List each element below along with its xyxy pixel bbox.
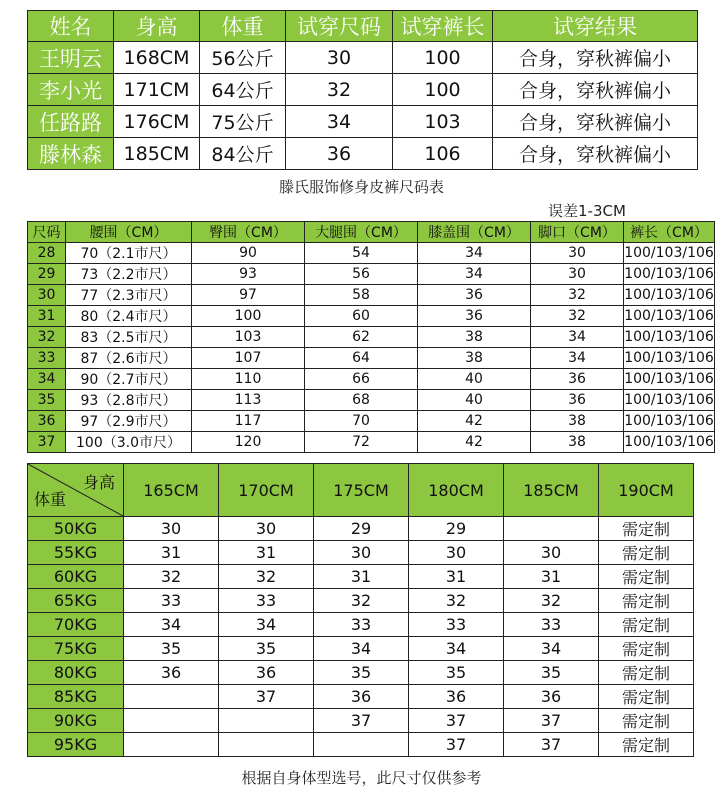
fit-test-row-label: 李小光 xyxy=(28,74,114,106)
fit-test-row xyxy=(28,42,698,74)
table-cell: 36 xyxy=(314,685,409,709)
table-cell: 31 xyxy=(124,541,219,565)
table-cell: 33 xyxy=(314,613,409,637)
weight-row xyxy=(28,589,694,613)
corner-cell xyxy=(28,464,124,517)
header-weight: 体重 xyxy=(200,11,286,42)
table-cell: 38 xyxy=(531,411,624,432)
table-cell: 113 xyxy=(192,390,305,411)
table-cell: 36 xyxy=(418,285,531,306)
weight-row-label: 85KG xyxy=(28,685,124,709)
table-cell: 31 xyxy=(314,565,409,589)
table-cell: 31 xyxy=(409,565,504,589)
size-chart-table xyxy=(27,221,715,453)
table-cell: 68 xyxy=(305,390,418,411)
table-cell: 32 xyxy=(124,565,219,589)
table-cell: 66 xyxy=(305,369,418,390)
table-cell: 37 xyxy=(409,733,504,757)
table-cell: 100/103/106 xyxy=(624,243,715,264)
table-cell: 36 xyxy=(418,306,531,327)
table-cell: 32 xyxy=(531,306,624,327)
table-cell: 32 xyxy=(286,74,393,106)
table-cell: 60 xyxy=(305,306,418,327)
weight-row xyxy=(28,613,694,637)
table-cell: 83（2.5市尺） xyxy=(66,327,192,348)
table-cell xyxy=(124,709,219,733)
corner-height-label: 身高 xyxy=(82,473,115,492)
header-trial-length: 试穿裤长 xyxy=(393,11,493,42)
table-cell: 37 xyxy=(504,709,599,733)
table-cell xyxy=(219,709,314,733)
size-row xyxy=(28,369,715,390)
table-cell: 38 xyxy=(418,327,531,348)
weight-row xyxy=(28,637,694,661)
table-cell: 合身，穿秋裤偏小 xyxy=(493,74,698,106)
table-cell: 171CM xyxy=(114,74,200,106)
table-cell xyxy=(219,733,314,757)
fit-test-row xyxy=(28,74,698,106)
table-cell: 185CM xyxy=(114,138,200,170)
table-cell: 34 xyxy=(409,637,504,661)
table-cell: 36 xyxy=(286,138,393,170)
table-cell: 32 xyxy=(531,285,624,306)
table-cell: 34 xyxy=(314,637,409,661)
header-name: 姓名 xyxy=(28,11,114,42)
table-cell: 35 xyxy=(504,661,599,685)
table-cell: 56公斤 xyxy=(200,42,286,74)
table-cell: 72 xyxy=(305,432,418,453)
fit-test-header-row xyxy=(28,11,698,42)
size-row xyxy=(28,306,715,327)
weight-row-label: 50KG xyxy=(28,517,124,541)
table-cell: 33 xyxy=(124,589,219,613)
table-cell: 103 xyxy=(393,106,493,138)
table-cell: 需定制 xyxy=(599,541,694,565)
table-cell: 36 xyxy=(124,661,219,685)
size-row-label: 33 xyxy=(28,348,66,369)
table-cell: 90（2.7市尺） xyxy=(66,369,192,390)
header-height: 身高 xyxy=(114,11,200,42)
table-cell: 33 xyxy=(504,613,599,637)
table-cell: 120 xyxy=(192,432,305,453)
table-cell: 29 xyxy=(409,517,504,541)
weight-row xyxy=(28,565,694,589)
table-cell: 合身，穿秋裤偏小 xyxy=(493,42,698,74)
table-cell: 需定制 xyxy=(599,685,694,709)
weight-row-label: 75KG xyxy=(28,637,124,661)
table-cell: 需定制 xyxy=(599,589,694,613)
header-waist: 腰围（CM） xyxy=(66,222,192,243)
table-cell: 30 xyxy=(286,42,393,74)
weight-row xyxy=(28,709,694,733)
weight-row-label: 60KG xyxy=(28,565,124,589)
table-cell: 33 xyxy=(219,589,314,613)
table-cell: 需定制 xyxy=(599,661,694,685)
table-cell: 35 xyxy=(219,637,314,661)
weight-row-label: 95KG xyxy=(28,733,124,757)
table-cell: 93 xyxy=(192,264,305,285)
table-cell: 36 xyxy=(409,685,504,709)
size-recommendation-table xyxy=(27,463,694,757)
table-cell: 30 xyxy=(124,517,219,541)
table-cell: 103 xyxy=(192,327,305,348)
header-knee: 膝盖围（CM） xyxy=(418,222,531,243)
table-cell xyxy=(124,733,219,757)
table-cell: 32 xyxy=(504,589,599,613)
table-cell: 36 xyxy=(531,369,624,390)
table-cell: 30 xyxy=(314,541,409,565)
size-row-label: 34 xyxy=(28,369,66,390)
table-cell: 29 xyxy=(314,517,409,541)
table-cell: 37 xyxy=(504,733,599,757)
size-row-label: 35 xyxy=(28,390,66,411)
table-cell: 80（2.4市尺） xyxy=(66,306,192,327)
table-cell: 34 xyxy=(504,637,599,661)
recommendation-header-row xyxy=(28,464,694,517)
size-row xyxy=(28,243,715,264)
footnote: 根据自身体型选号，此尺寸仅供参考 xyxy=(241,769,482,787)
weight-row-label: 90KG xyxy=(28,709,124,733)
table-cell: 34 xyxy=(418,243,531,264)
size-chart-header-row xyxy=(28,222,715,243)
size-row-label: 36 xyxy=(28,411,66,432)
table-cell: 33 xyxy=(409,613,504,637)
table-cell: 100/103/106 xyxy=(624,327,715,348)
table-cell: 需定制 xyxy=(599,613,694,637)
table-cell: 62 xyxy=(305,327,418,348)
weight-row xyxy=(28,733,694,757)
table-cell: 38 xyxy=(418,348,531,369)
fit-test-table xyxy=(27,10,698,170)
size-row-label: 29 xyxy=(28,264,66,285)
table-cell: 100（3.0市尺） xyxy=(66,432,192,453)
size-row-label: 32 xyxy=(28,327,66,348)
table-cell: 36 xyxy=(531,390,624,411)
table-cell: 40 xyxy=(418,369,531,390)
header-size: 尺码 xyxy=(28,222,66,243)
fit-test-row-label: 任路路 xyxy=(28,106,114,138)
table-cell: 36 xyxy=(504,685,599,709)
table-cell: 93（2.8市尺） xyxy=(66,390,192,411)
table-cell: 87（2.6市尺） xyxy=(66,348,192,369)
size-row xyxy=(28,411,715,432)
table-cell: 107 xyxy=(192,348,305,369)
table-cell: 97（2.9市尺） xyxy=(66,411,192,432)
table-cell: 37 xyxy=(219,685,314,709)
table-cell: 100/103/106 xyxy=(624,390,715,411)
weight-row-label: 80KG xyxy=(28,661,124,685)
table-cell: 54 xyxy=(305,243,418,264)
table-cell: 56 xyxy=(305,264,418,285)
weight-row-label: 65KG xyxy=(28,589,124,613)
header-length: 裤长（CM） xyxy=(624,222,715,243)
table-cell: 30 xyxy=(531,264,624,285)
fit-test-row xyxy=(28,138,698,170)
table-cell: 100/103/106 xyxy=(624,285,715,306)
table-cell: 100 xyxy=(192,306,305,327)
table-cell: 30 xyxy=(504,541,599,565)
table-cell: 32 xyxy=(314,589,409,613)
weight-row xyxy=(28,661,694,685)
table-cell: 38 xyxy=(531,432,624,453)
table-cell xyxy=(124,685,219,709)
table-cell: 106 xyxy=(393,138,493,170)
size-row-label: 30 xyxy=(28,285,66,306)
table-cell: 34 xyxy=(531,348,624,369)
table-cell: 100 xyxy=(393,42,493,74)
size-row-label: 37 xyxy=(28,432,66,453)
size-row-label: 28 xyxy=(28,243,66,264)
header-thigh: 大腿围（CM） xyxy=(305,222,418,243)
table-cell: 77（2.3市尺） xyxy=(66,285,192,306)
height-col-165: 165CM xyxy=(124,464,219,517)
table-cell: 40 xyxy=(418,390,531,411)
error-note: 误差1-3CM xyxy=(548,202,626,220)
header-trial-size: 试穿尺码 xyxy=(286,11,393,42)
table-cell: 42 xyxy=(418,432,531,453)
table-cell: 100/103/106 xyxy=(624,411,715,432)
table-cell: 30 xyxy=(531,243,624,264)
size-row xyxy=(28,264,715,285)
size-row-label: 31 xyxy=(28,306,66,327)
table-cell: 100/103/106 xyxy=(624,432,715,453)
table-cell: 90 xyxy=(192,243,305,264)
table-cell: 73（2.2市尺） xyxy=(66,264,192,285)
weight-row xyxy=(28,685,694,709)
table-cell: 34 xyxy=(124,613,219,637)
height-col-185: 185CM xyxy=(504,464,599,517)
table-cell: 70 xyxy=(305,411,418,432)
table-cell: 30 xyxy=(219,517,314,541)
table-cell: 34 xyxy=(286,106,393,138)
table-cell: 31 xyxy=(219,541,314,565)
weight-row-label: 70KG xyxy=(28,613,124,637)
table-cell: 64公斤 xyxy=(200,74,286,106)
table-cell: 100/103/106 xyxy=(624,264,715,285)
table-cell: 70（2.1市尺） xyxy=(66,243,192,264)
table-cell: 31 xyxy=(504,565,599,589)
weight-row xyxy=(28,541,694,565)
corner-weight-label: 体重 xyxy=(34,490,67,509)
size-row xyxy=(28,327,715,348)
table-cell: 35 xyxy=(409,661,504,685)
table-cell: 36 xyxy=(219,661,314,685)
table-cell xyxy=(314,733,409,757)
weight-row-label: 55KG xyxy=(28,541,124,565)
table-cell: 需定制 xyxy=(599,517,694,541)
table-cell: 100/103/106 xyxy=(624,306,715,327)
table-cell: 35 xyxy=(314,661,409,685)
header-trial-result: 试穿结果 xyxy=(493,11,698,42)
height-col-190: 190CM xyxy=(599,464,694,517)
table-cell: 97 xyxy=(192,285,305,306)
fit-test-row-label: 滕林森 xyxy=(28,138,114,170)
table-cell: 64 xyxy=(305,348,418,369)
table-cell: 37 xyxy=(314,709,409,733)
table-cell: 84公斤 xyxy=(200,138,286,170)
table-cell: 需定制 xyxy=(599,637,694,661)
table-cell xyxy=(504,517,599,541)
table-cell: 32 xyxy=(409,589,504,613)
table-cell: 34 xyxy=(418,264,531,285)
table-cell: 42 xyxy=(418,411,531,432)
table-cell: 合身，穿秋裤偏小 xyxy=(493,138,698,170)
table-cell: 75公斤 xyxy=(200,106,286,138)
table-cell: 176CM xyxy=(114,106,200,138)
table-cell: 需定制 xyxy=(599,733,694,757)
table-cell: 37 xyxy=(409,709,504,733)
table-cell: 合身，穿秋裤偏小 xyxy=(493,106,698,138)
size-row xyxy=(28,390,715,411)
table-cell: 100/103/106 xyxy=(624,369,715,390)
table-cell: 34 xyxy=(219,613,314,637)
size-chart-title: 滕氏服饰修身皮裤尺码表 xyxy=(278,178,444,196)
table-cell: 100 xyxy=(393,74,493,106)
table-cell: 117 xyxy=(192,411,305,432)
height-col-175: 175CM xyxy=(314,464,409,517)
table-cell: 35 xyxy=(124,637,219,661)
table-cell: 30 xyxy=(409,541,504,565)
table-cell: 168CM xyxy=(114,42,200,74)
table-cell: 32 xyxy=(219,565,314,589)
height-col-180: 180CM xyxy=(409,464,504,517)
weight-row xyxy=(28,517,694,541)
fit-test-row xyxy=(28,106,698,138)
size-row xyxy=(28,285,715,306)
table-cell: 34 xyxy=(531,327,624,348)
table-cell: 需定制 xyxy=(599,709,694,733)
size-row xyxy=(28,432,715,453)
size-row xyxy=(28,348,715,369)
table-cell: 100/103/106 xyxy=(624,348,715,369)
table-cell: 需定制 xyxy=(599,565,694,589)
height-col-170: 170CM xyxy=(219,464,314,517)
table-cell: 110 xyxy=(192,369,305,390)
table-cell: 58 xyxy=(305,285,418,306)
header-hem: 脚口（CM） xyxy=(531,222,624,243)
fit-test-row-label: 王明云 xyxy=(28,42,114,74)
header-hip: 臀围（CM） xyxy=(192,222,305,243)
